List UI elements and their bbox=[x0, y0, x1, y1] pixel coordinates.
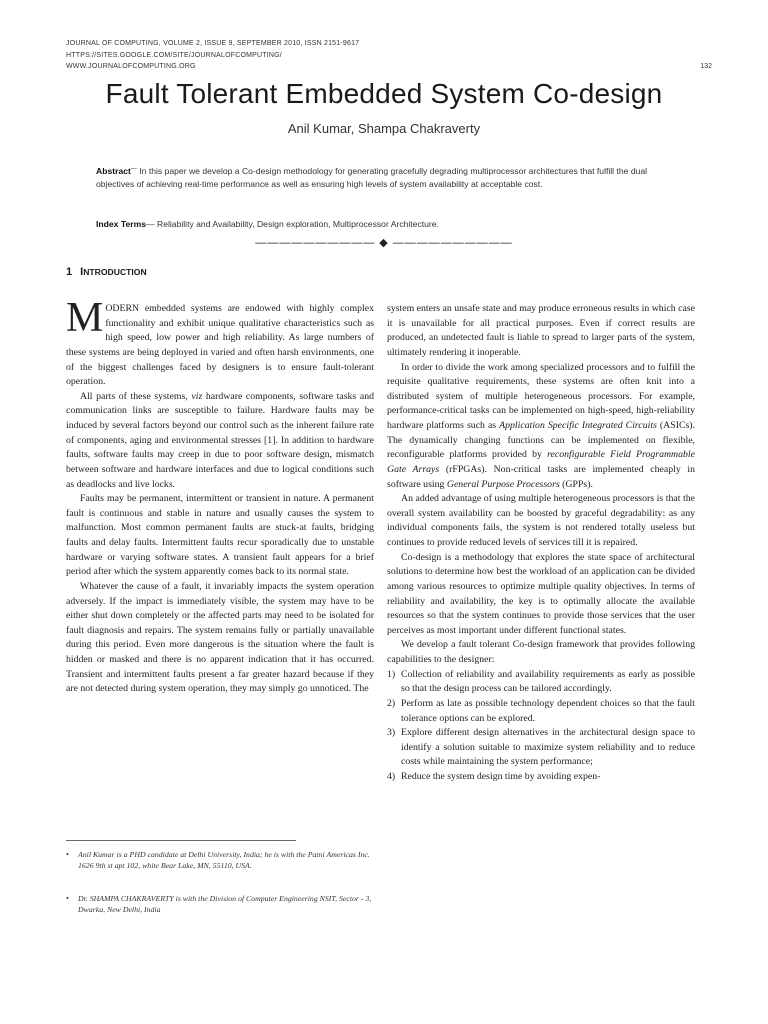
footnote-2 bbox=[66, 893, 376, 915]
list-text: Explore different design alternatives in the architectural design space to identify a solution suitable to maximize system reliability and to reduce costs while maintaining the system performance; bbox=[401, 727, 695, 768]
abstract-label: Abstract bbox=[96, 165, 131, 176]
paragraph-text: ODERN embedded systems are endowed with highly complex functionality and exhibit unique qualitative characteristics such as high speed, low power and high reliability. As large numbers of these systems are being deployed in varied and often harsh environments, one of the biggest challenges faced by designers is to ensure fault-tolerant operation. bbox=[66, 303, 374, 388]
paragraph-text: (ASICs). The dynamically changing functions can be implemented on flexible, reconfigurable platforms provided by bbox=[387, 420, 696, 461]
abstract-marker: — bbox=[130, 166, 137, 172]
footnote-bullet: • bbox=[66, 850, 69, 859]
index-terms-label: Index Terms bbox=[96, 219, 146, 229]
paragraph: Whatever the cause of a fault, it invariably impacts the system operation adversely. If the impact is immediately visible, the system may have to be either shut down completely or the affected parts may need to be isolated for fault diagnosis and repairs. The system remains fully or partially unavailable during this period. Even more dangerous is the situation where the fault is hidden or masked and there is no apparent indication that it has occurred. Transient and intermittent faults present a far greater hazard because if they are not detected during system operation, they may simply go unnoticed. The bbox=[66, 580, 374, 695]
paragraph: Faults may be permanent, intermittent or transient in nature. A permanent fault is continuous and stable in nature and usually causes the system to malfunction. Most common permanent faults are stuck-at faults, bridging faults and delay faults. Intermittent faults recur sporadically due to unstable hardware or varying software states. A transient fault appears for a brief period after which the system apparently comes back to its normal state. bbox=[66, 493, 374, 578]
abstract-text: In this paper we develop a Co-design methodology for generating gracefully degrading multiprocessor architectures that fulfill the dual objectives of achieving real-time performance as well as ensuring high levels of system availability at acceptable cost. bbox=[96, 165, 648, 189]
section-title-initial: I bbox=[80, 266, 84, 278]
paper-authors: Anil Kumar, Shampa Chakraverty bbox=[287, 121, 481, 136]
section-title-rest: NTRODUCTION bbox=[83, 267, 147, 277]
list-item bbox=[387, 668, 695, 697]
paragraph: We develop a fault tolerant Co-design framework that provides following capabilities to the designer: bbox=[387, 639, 695, 665]
drop-cap: M bbox=[66, 295, 104, 341]
list-item bbox=[387, 726, 695, 770]
paragraph-text: (GPPs). bbox=[562, 478, 593, 490]
footnote-1 bbox=[66, 849, 376, 871]
list-number: 3) bbox=[387, 727, 396, 739]
paragraph: An added advantage of using multiple heterogeneous processors is that the overall system availability can be boosted by graceful degradability: as any individual components fails, the system is not rendered totally useless but continues to provide reduced levels of services till it is repaired. bbox=[387, 493, 695, 548]
list-item bbox=[387, 697, 695, 726]
capabilities-list bbox=[387, 668, 695, 785]
paragraph: system enters an unsafe state and may produce erroneous results in which case it is unavailable for all practical purposes. Even if correct results are produced, an undetected fault is liable to spread to larger parts of the system, ultimately rendering it inoperable. bbox=[387, 303, 695, 358]
list-text: Collection of reliability and availability requirements as early as possible so that the design process can be tailored accordingly. bbox=[401, 668, 695, 695]
italic-term: reconfigurable Field Programmable Gate Arrays bbox=[387, 449, 695, 475]
left-column bbox=[66, 295, 374, 697]
journal-url-1: HTTPS://SITES.GOOGLE.COM/SITE/JOURNALOFCOMPUTING/ bbox=[66, 52, 282, 59]
paragraph-text: (rFPGAs). Non-critical tasks are implemented cheaply in software using bbox=[387, 463, 695, 490]
list-item bbox=[387, 770, 695, 785]
paragraph: Co-design is a methodology that explores the state space of architectural solutions to determine how best the workload of an application can be divided among various resources to optimize multiple quality objectives. In terms of reliability and availability, the key is to optimally allocate the available resources so that the system continues to provide those services that the user perceives as most important under different functional states. bbox=[387, 551, 695, 636]
right-column bbox=[387, 302, 695, 785]
paragraph bbox=[66, 295, 374, 390]
paper-title: Fault Tolerant Embedded System Co-design bbox=[105, 78, 663, 109]
footnote-rule bbox=[66, 840, 296, 841]
abstract bbox=[96, 163, 684, 191]
index-terms bbox=[96, 218, 684, 231]
section-number: 1 bbox=[66, 266, 73, 278]
italic-term: Application Specific Integrated Circuits bbox=[499, 420, 657, 431]
footnote-bullet: • bbox=[66, 894, 69, 903]
paragraph-text: hardware components, software tasks and communication links are susceptible to failure. Hardware faults may be induced by several factors beyond our control such as the inherent failure rate of components, aging and environmental stresses [1]. In addition to hardware faults, software faults may creep in due to poor software design, mismatch between software and hardware interfaces and due to logical conditions such as deadlocks and live locks. bbox=[66, 390, 374, 490]
page-number: 132 bbox=[700, 63, 712, 70]
list-number: 1) bbox=[387, 668, 396, 680]
footnote-text: Dr. SHAMPA CHAKRAVERTY is with the Division of Computer Engineering NSIT, Sector - 3, Dwarka, New Delhi, India bbox=[78, 894, 372, 914]
section-heading bbox=[66, 266, 147, 278]
journal-url-2: WWW.JOURNALOFCOMPUTING.ORG bbox=[66, 63, 196, 70]
list-number: 4) bbox=[387, 771, 396, 782]
paragraph-text: All parts of these systems, bbox=[80, 390, 188, 402]
list-text: Reduce the system design time by avoiding expen- bbox=[401, 771, 601, 782]
paragraph bbox=[387, 361, 695, 493]
italic-term: General Purpose Processors bbox=[446, 478, 560, 490]
paragraph bbox=[66, 390, 374, 492]
journal-header: JOURNAL OF COMPUTING, VOLUME 2, ISSUE 9, SEPTEMBER 2010, ISSN 2151-9617 bbox=[66, 40, 360, 47]
index-terms-text: — Reliability and Availability, Design exploration, Multiprocessor Architecture. bbox=[146, 219, 439, 229]
paragraph-text: In order to divide the work among specialized processors and to fulfill the requisite qualitative requirements, these systems are often knit into a distributed system of multiple heterogeneous processors. For example, performance-critical tasks can be implemented on high-speed, high-reliability hardware platforms such as bbox=[387, 361, 695, 431]
section-separator: —————————— ◆ —————————— bbox=[255, 237, 513, 249]
list-number: 2) bbox=[387, 697, 396, 709]
list-text: Perform as late as possible technology dependent choices so that the fault tolerance options can be explored. bbox=[401, 697, 695, 724]
italic-term: viz bbox=[191, 390, 203, 402]
footnote-text: Anil Kumar is a PHD candidate at Delhi University, India; he is with the Patni Americas Inc. 1626 9th st apt 102, white Bear Lake, MN, 55110, USA. bbox=[78, 850, 370, 870]
